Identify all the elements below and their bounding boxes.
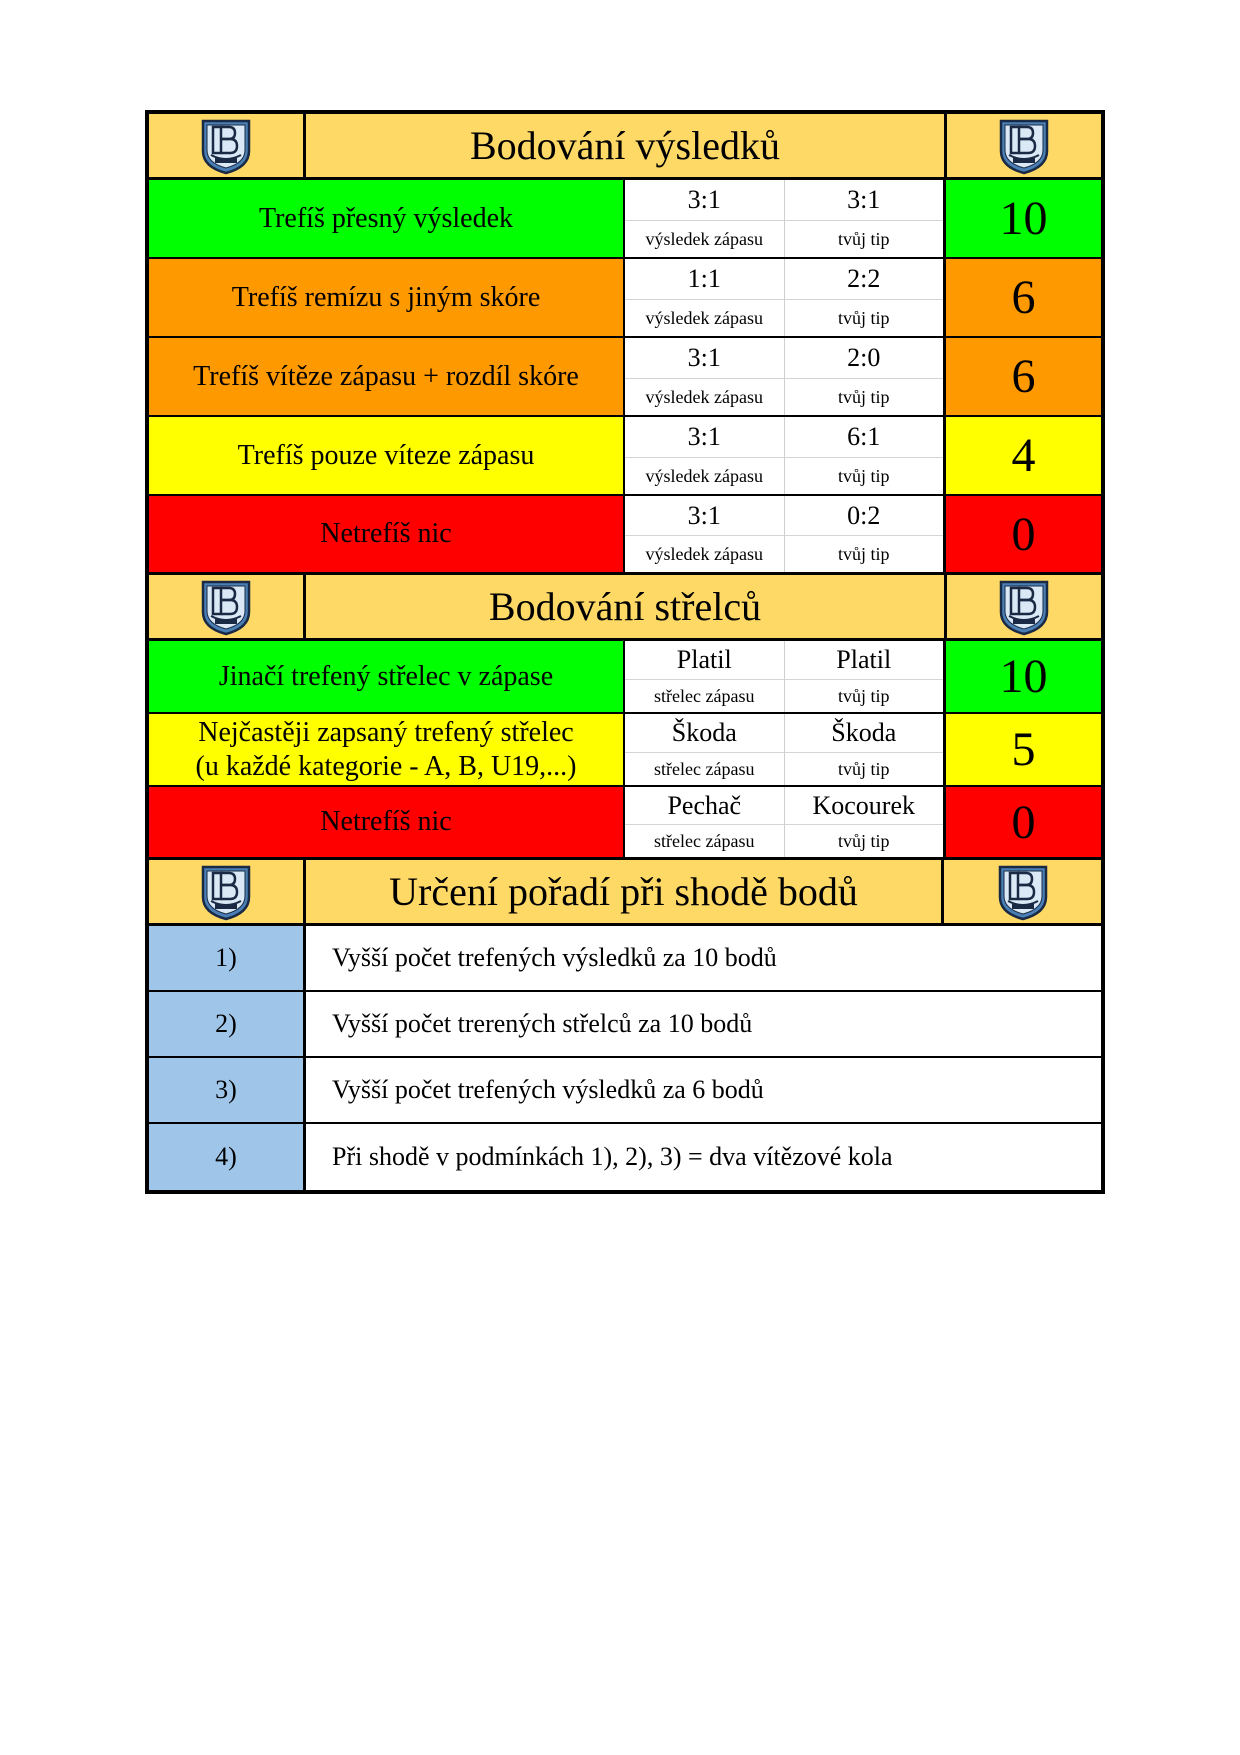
tiebreak-number: 2) (149, 992, 306, 1056)
example-pair (625, 180, 943, 257)
tiebreak-row (149, 992, 1101, 1058)
your-tip: Platil (785, 641, 944, 679)
score-row (149, 259, 1101, 338)
result-caption: výsledek zápasu (625, 300, 785, 336)
tiebreak-text: Vyšší počet trerených střelců za 10 bodů (306, 992, 1101, 1056)
section-title: Bodování výsledků (306, 114, 944, 177)
points-value: 10 (943, 180, 1101, 257)
your-tip: 2:0 (785, 338, 944, 378)
match-result: 3:1 (625, 338, 785, 378)
points-value: 0 (943, 496, 1101, 572)
row-description: Trefíš přesný výsledek (149, 180, 625, 257)
tip-caption: tvůj tip (785, 458, 944, 494)
match-result: 3:1 (625, 417, 785, 457)
points-value: 0 (943, 787, 1101, 857)
match-result: 3:1 (625, 496, 785, 535)
tip-caption: tvůj tip (785, 680, 944, 712)
score-row (149, 338, 1101, 417)
tiebreak-text: Vyšší počet trefených výsledků za 10 bodů (306, 926, 1101, 990)
result-caption: výsledek zápasu (625, 458, 785, 494)
your-tip: Kocourek (785, 787, 944, 824)
section-header-tiebreak (149, 860, 1101, 926)
tiebreak-number: 1) (149, 926, 306, 990)
club-crest-icon (997, 117, 1051, 175)
tip-caption: tvůj tip (785, 536, 944, 572)
your-tip: 3:1 (785, 180, 944, 220)
result-caption: střelec zápasu (625, 825, 785, 857)
tiebreak-row (149, 1124, 1101, 1190)
row-description: Trefíš remízu s jiným skóre (149, 259, 625, 336)
row-description-line2: (u každé kategorie - A, B, U19,...) (195, 750, 577, 782)
row-description-line1: Netrefíš nic (320, 806, 452, 837)
score-row (149, 180, 1101, 259)
match-result: 3:1 (625, 180, 785, 220)
points-value: 6 (943, 259, 1101, 336)
tiebreak-number: 3) (149, 1058, 306, 1122)
club-crest-icon (996, 863, 1050, 921)
score-row (149, 641, 1101, 714)
points-value: 10 (943, 641, 1101, 712)
points-value: 5 (943, 714, 1101, 785)
score-row (149, 714, 1101, 787)
result-caption: výsledek zápasu (625, 379, 785, 415)
result-caption: střelec zápasu (625, 680, 785, 712)
row-description: Netrefíš nic (149, 496, 625, 572)
row-description-line1: Nejčastěji zapsaný trefený střelec (198, 716, 574, 748)
score-row (149, 496, 1101, 575)
tip-caption: tvůj tip (785, 300, 944, 336)
section-title: Určení pořadí při shodě bodů (306, 860, 941, 923)
tiebreak-text: Vyšší počet trefených výsledků za 6 bodů (306, 1058, 1101, 1122)
example-pair (625, 338, 943, 415)
tip-caption: tvůj tip (785, 379, 944, 415)
result-caption: výsledek zápasu (625, 221, 785, 257)
your-tip: 2:2 (785, 259, 944, 299)
row-description (149, 714, 625, 785)
example-pair (625, 496, 943, 572)
section-header-results (149, 114, 1101, 180)
points-value: 6 (943, 338, 1101, 415)
row-description (149, 641, 625, 712)
scoring-rules-table (145, 110, 1105, 1194)
logo-cell-left (149, 575, 306, 638)
tiebreak-row (149, 1058, 1101, 1124)
tiebreak-number: 4) (149, 1124, 306, 1190)
your-tip: 0:2 (785, 496, 944, 535)
your-tip: Škoda (785, 714, 944, 752)
row-description (149, 787, 625, 857)
logo-cell-right (941, 860, 1101, 923)
tip-caption: tvůj tip (785, 221, 944, 257)
match-scorer: Platil (625, 641, 785, 679)
logo-cell-right (944, 575, 1101, 638)
score-row (149, 417, 1101, 496)
example-pair (625, 787, 943, 857)
match-result: 1:1 (625, 259, 785, 299)
match-scorer: Škoda (625, 714, 785, 752)
tiebreak-row (149, 926, 1101, 992)
tip-caption: tvůj tip (785, 753, 944, 785)
score-row (149, 787, 1101, 860)
tiebreak-text: Při shodě v podmínkách 1), 2), 3) = dva vítězové kola (306, 1124, 1101, 1190)
points-value: 4 (943, 417, 1101, 494)
club-crest-icon (199, 863, 253, 921)
club-crest-icon (199, 117, 253, 175)
example-pair (625, 641, 943, 712)
row-description: Trefíš vítěze zápasu + rozdíl skóre (149, 338, 625, 415)
result-caption: výsledek zápasu (625, 536, 785, 572)
row-description-line1: Jinačí trefený střelec v zápase (218, 660, 554, 692)
club-crest-icon (997, 578, 1051, 636)
example-pair (625, 417, 943, 494)
section-header-scorers (149, 575, 1101, 641)
match-scorer: Pechač (625, 787, 785, 824)
logo-cell-left (149, 114, 306, 177)
row-description: Trefíš pouze víteze zápasu (149, 417, 625, 494)
example-pair (625, 259, 943, 336)
result-caption: střelec zápasu (625, 753, 785, 785)
example-pair (625, 714, 943, 785)
tip-caption: tvůj tip (785, 825, 944, 857)
your-tip: 6:1 (785, 417, 944, 457)
club-crest-icon (199, 578, 253, 636)
section-title: Bodování střelců (306, 575, 944, 638)
logo-cell-left (149, 860, 306, 923)
logo-cell-right (944, 114, 1101, 177)
